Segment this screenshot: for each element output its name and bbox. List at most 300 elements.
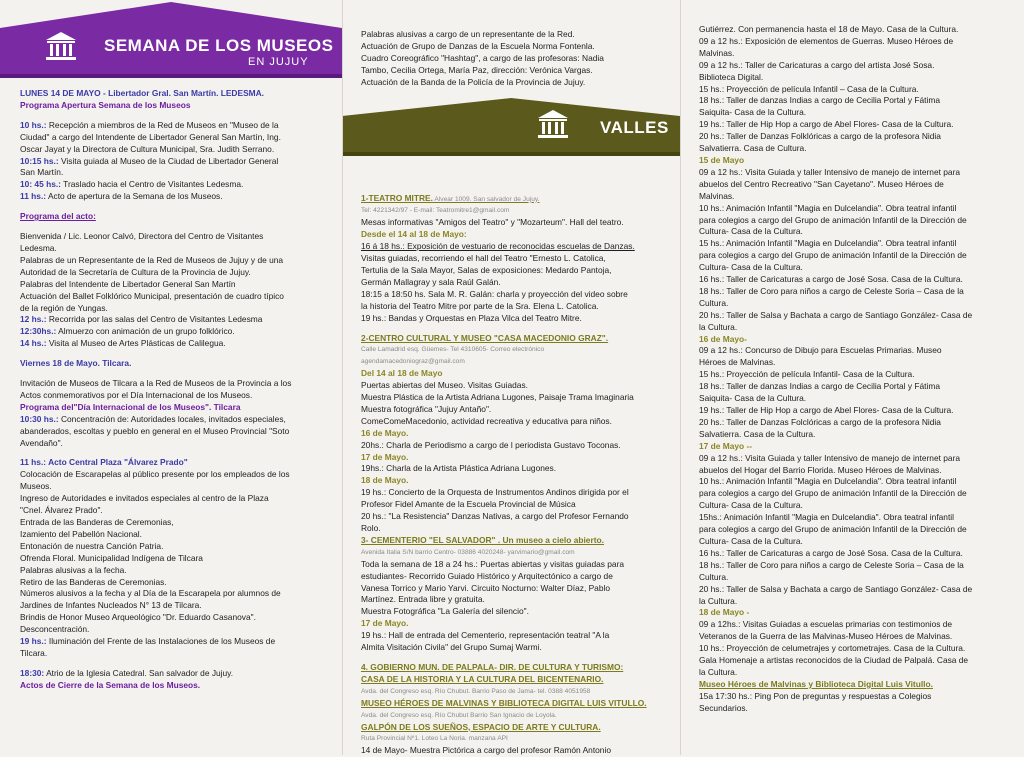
schedule-line xyxy=(699,453,1014,465)
schedule-line xyxy=(699,536,1014,548)
schedule-line xyxy=(699,167,1014,179)
schedule-line xyxy=(20,303,328,315)
schedule-line xyxy=(699,441,1014,453)
schedule-line xyxy=(20,191,328,203)
spacer xyxy=(20,449,328,457)
schedule-line xyxy=(699,679,1014,691)
schedule-line xyxy=(20,338,328,350)
line-text: abuelos del Hogar del Barrio Florida. Museo Héroes de Malvinas. xyxy=(699,464,942,475)
schedule-line xyxy=(361,65,670,77)
line-text: Almita Visitación Civila" del Grupo Sumaj Warmi. xyxy=(361,642,542,653)
schedule-line xyxy=(699,619,1014,631)
schedule-line xyxy=(699,548,1014,560)
line-text: 10 hs.: Animación Infantil "Magia en Dulcelandia". Obra teatral infantil xyxy=(699,476,957,487)
line-text: la Cultura. xyxy=(699,321,738,332)
schedule-line xyxy=(20,120,328,132)
schedule-line xyxy=(20,231,328,243)
schedule-line xyxy=(361,193,670,206)
schedule-line xyxy=(20,636,328,648)
line-text: 09 a 12 hs.: Visita Guiada y taller Intensivo de manejo de internet para xyxy=(699,452,961,463)
line-text: Iluminación del Frente de las Instalaciones de los Museos de xyxy=(46,636,276,647)
line-text: 17 de Mayo -- xyxy=(699,440,753,451)
schedule-line xyxy=(699,393,1014,405)
schedule-line xyxy=(361,77,670,89)
schedule-line xyxy=(361,313,670,325)
middle-column-schedule xyxy=(342,0,680,755)
line-text: 20hs.: Charla de Periodismo a cargo de l periodista Gustavo Toconas. xyxy=(361,439,621,450)
line-text: Cultura- Casa de la Cultura. xyxy=(699,535,803,546)
line-text: 09 a 12 hs.: Taller de Caricaturas a cargo del artista José Sosa. xyxy=(699,59,935,70)
schedule-line xyxy=(699,131,1014,143)
line-text: Toda la semana de 18 a 24 hs.: Puertas abiertas y visitas guiadas para xyxy=(361,558,625,569)
line-text: Ledesma. xyxy=(20,242,57,253)
line-text: para colegios a cargo del Grupo de animación Infantil de la Dirección de xyxy=(699,214,967,225)
schedule-line xyxy=(20,426,328,438)
schedule-line xyxy=(361,559,670,571)
line-text: Tertulia de la Sala Mayor, Salas de exposiciones: Medardo Pantoja, xyxy=(361,264,612,275)
schedule-line xyxy=(20,179,328,191)
line-text: agendamacedoniograz@gmail.com xyxy=(361,358,465,366)
spacer xyxy=(20,112,328,120)
schedule-line xyxy=(699,48,1014,60)
line-text: Avda. del Congreso esq. Río Chubut. Barrio Paso de Jama- tel. 0388 4051958 xyxy=(361,687,591,695)
line-text: Biblioteca Digital. xyxy=(699,71,764,82)
schedule-line xyxy=(20,211,328,223)
line-text: Programa del"Día Internacional de los Museos". Tilcara xyxy=(20,401,241,412)
schedule-line xyxy=(20,390,328,402)
line-text: 11 hs.: Acto Central Plaza "Álvarez Prado" xyxy=(20,457,188,468)
line-text: Almuerzo con animación de un grupo folklórico. xyxy=(56,326,235,337)
line-text: 18 hs.: Taller de Coro para niños a cargo de Celeste Soria – Casa de la xyxy=(699,559,964,570)
line-text: 15 de Mayo xyxy=(699,154,745,165)
schedule-line xyxy=(20,156,328,168)
schedule-line xyxy=(361,511,670,523)
line-text: abuelos del Centro Recreativo "San Cayetano". Museo Héroes de xyxy=(699,178,944,189)
schedule-line xyxy=(699,345,1014,357)
schedule-line xyxy=(699,476,1014,488)
schedule-line xyxy=(361,205,670,217)
line-text: Palabras alusivas a cargo de un representante de la Red. xyxy=(361,29,575,39)
schedule-line xyxy=(699,322,1014,334)
line-text: Programa Apertura Semana de los Museos xyxy=(20,99,191,110)
schedule-line xyxy=(20,553,328,565)
line-text: Ruta Provincial Nº1. Loteo La Noria. manzana API xyxy=(361,735,508,743)
schedule-line xyxy=(361,392,670,404)
line-text: Brindis de Honor Museo Arqueológico "Dr. Eduardo Casanova". xyxy=(20,612,256,623)
schedule-line xyxy=(699,95,1014,107)
schedule-line xyxy=(699,191,1014,203)
schedule-line xyxy=(361,265,670,277)
time-label: 10:15 hs.: xyxy=(20,155,59,166)
spacer xyxy=(20,203,328,211)
line-text: 09 a 12 hs.: Exposición de elementos de Guerras. Museo Héroes de xyxy=(699,35,954,46)
schedule-line xyxy=(361,618,670,630)
schedule-line xyxy=(361,428,670,440)
line-text: Martínez. Entrada libre y gratuita. xyxy=(361,594,485,605)
schedule-line xyxy=(361,301,670,313)
line-text: 19 hs.: Hall de entrada del Cementerio, representación teatral "A la xyxy=(361,630,610,641)
line-text: 19 hs.: Bandas y Orquestas en Plaza Vilca del Teatro Mitre. xyxy=(361,312,582,323)
line-text: Héroes de Malvinas. xyxy=(699,357,776,368)
line-text: Entonación de nuestra Canción Patria. xyxy=(20,540,164,551)
line-text: GALPÓN DE LOS SUEÑOS, ESPACIO DE ARTE Y CULTURA. xyxy=(361,721,601,732)
schedule-line xyxy=(361,380,670,392)
line-text: Cultura. xyxy=(699,571,729,582)
time-label: 14 hs.: xyxy=(20,338,47,349)
line-text: 20 hs.: "La Resistencia" Danzas Nativas, a cargo del Profesor Fernando xyxy=(361,511,629,522)
line-text: Malvinas. xyxy=(699,47,735,58)
schedule-line xyxy=(361,686,670,698)
schedule-line xyxy=(20,469,328,481)
schedule-line xyxy=(20,358,328,370)
line-text: 15 hs.: Animación Infantil "Magia en Dulcelandia". Obra teatral infantil xyxy=(699,238,957,249)
line-text: Desconcentración. xyxy=(20,624,90,635)
schedule-line xyxy=(361,356,670,368)
line-text: 10 hs.: Proyección de celumetrajes y cortometrajes. Casa de la Cultura. xyxy=(699,643,966,654)
schedule-line xyxy=(20,493,328,505)
schedule-lines-valles xyxy=(361,193,670,757)
line-text: Invitación de Museos de Tilcara a la Red de Museos de la Provincia a los xyxy=(20,378,292,389)
line-text: 16 hs.: Taller de Caricaturas a cargo de José Sosa. Casa de la Cultura. xyxy=(699,274,963,285)
line-text: Gutiérrez. Con permanencia hasta el 18 de Mayo. Casa de la Cultura. xyxy=(699,24,959,34)
line-text: 19 hs.: Taller de Hip Hop a cargo de Abel Flores- Casa de la Cultura. xyxy=(699,405,954,415)
line-text: 20 hs.: Taller de Danzas Folclóricas a cargo de la profesora Nidia xyxy=(699,416,941,427)
schedule-line xyxy=(361,475,670,487)
line-text: 14 de Mayo- Muestra Pictórica a cargo del profesor Ramón Antonio xyxy=(361,745,611,756)
line-text: "Cnel. Álvarez Prado". xyxy=(20,505,103,516)
schedule-line xyxy=(20,612,328,624)
schedule-line xyxy=(20,279,328,291)
line-text: Acto de apertura de la Semana de los Museos. xyxy=(46,191,223,202)
schedule-line xyxy=(20,577,328,589)
schedule-line xyxy=(699,381,1014,393)
line-text: CASA DE LA HISTORIA Y LA CULTURA DEL BICENTENARIO. xyxy=(361,673,604,684)
schedule-line xyxy=(361,29,670,41)
line-text: Recorrida por las salas del Centro de Visitantes Ledesma xyxy=(46,314,263,325)
schedule-line xyxy=(20,481,328,493)
line-text: Visitas guiadas, recorriendo el hall del Teatro "Ernesto L. Catolica, xyxy=(361,253,606,264)
banner-title: SEMANA DE LOS MUSEOS xyxy=(104,36,334,55)
line-text: Calle Lamadrid esq. Güemes- Tel 4310605- Correo electrónico xyxy=(361,346,545,354)
schedule-line xyxy=(361,535,670,547)
line-text: Cultura- Casa de la Cultura. xyxy=(699,500,803,511)
line-text: Retiro de las Banderas de Ceremonias. xyxy=(20,576,167,587)
line-text: para colegios a cargo del Grupo de animación Infantil de la Dirección de xyxy=(699,488,967,499)
schedule-line xyxy=(699,667,1014,679)
schedule-line xyxy=(20,100,328,112)
schedule-line xyxy=(20,267,328,279)
line-text: Museos. xyxy=(20,481,52,492)
line-text: 15hs.: Animación Infantil "Magia en Dulcelandia". Obra teatral infantil xyxy=(699,512,955,523)
schedule-line xyxy=(361,487,670,499)
line-text: 18 de Mayo. xyxy=(361,475,409,486)
schedule-line xyxy=(361,523,670,535)
schedule-line xyxy=(361,253,670,265)
spacer xyxy=(361,654,670,662)
line-text: Números alusivos a la fecha y al Día de la Escarapela por alumnos de xyxy=(20,588,281,599)
schedule-line xyxy=(361,583,670,595)
schedule-lines-top xyxy=(361,29,670,89)
schedule-line xyxy=(699,703,1014,715)
line-text: Avendaño". xyxy=(20,437,63,448)
schedule-line xyxy=(699,215,1014,227)
time-label: 12 hs.: xyxy=(20,314,47,325)
line-text: Germán Mallagray y sala Raúl Galán. xyxy=(361,276,501,287)
schedule-line xyxy=(699,607,1014,619)
schedule-line xyxy=(361,662,670,674)
line-text: Tel: 4221342/97 - E-mail: Teatromitre1@gmail.com xyxy=(361,207,510,215)
left-column-schedule xyxy=(0,0,342,755)
time-label: 10: 45 hs.: xyxy=(20,179,61,190)
schedule-line xyxy=(361,547,670,559)
line-text: 16 hs.: Taller de Caricaturas a cargo de José Sosa. Casa de la Cultura. xyxy=(699,547,963,558)
line-text: Tambo, Cecilia Ortega, María Paz, dirección: Verónica Vargas. xyxy=(361,64,593,75)
line-text: 19 hs.: Taller de Hip Hop a cargo de Abel Flores- Casa de la Cultura. xyxy=(699,119,954,130)
line-text: 18 hs.: Taller de Coro para niños a cargo de Celeste Soria – Casa de la xyxy=(699,285,964,296)
line-text: 17 de Mayo. xyxy=(361,618,409,629)
line-text: Atrio de la Iglesia Catedral. San salvador de Jujuy. xyxy=(44,667,234,678)
line-text: 19 hs.: Concierto de la Orquesta de Instrumentos Andinos dirigida por el xyxy=(361,487,629,498)
line-text: Actos conmemorativos por el Día Internacional de los Museos. xyxy=(20,389,253,400)
spacer xyxy=(20,223,328,231)
schedule-line xyxy=(361,463,670,475)
schedule-line xyxy=(361,368,670,380)
line-text: Avda. del Congreso esq. Río Chubut Barrio San Ignacio de Loyola. xyxy=(361,711,557,719)
schedule-line xyxy=(20,438,328,450)
line-text: 2-CENTRO CULTURAL Y MUSEO "CASA MACEDONIO GRAZ". xyxy=(361,332,609,343)
schedule-line xyxy=(361,277,670,289)
line-text: 09 a 12 hs.: Visita Guiada y taller Intensivo de manejo de internet para xyxy=(699,166,961,177)
schedule-line xyxy=(699,584,1014,596)
line-text: 18 de Mayo - xyxy=(699,607,750,618)
line-text: Desde el 14 al 18 de Mayo: xyxy=(361,229,467,240)
time-label: 11 hs.: xyxy=(20,191,47,202)
schedule-line xyxy=(699,24,1014,36)
line-text: Gala Homenaje a artistas reconocidos de la Ciudad de Palpalá. Casa de xyxy=(699,655,969,666)
schedule-line xyxy=(361,745,670,757)
line-text: Muestra Fotográfica "La Galería del silencio". xyxy=(361,606,529,617)
line-text: 20 hs.: Taller de Salsa y Bachata a cargo de Santiago González- Casa de xyxy=(699,583,973,594)
line-text: 20 hs.: Taller de Danzas Folklóricas a cargo de la profesora Nidia xyxy=(699,131,941,142)
schedule-line xyxy=(699,429,1014,441)
line-text: Ciudad" a cargo del Intendente de Libertador General San Martín, Ing. xyxy=(20,131,281,142)
schedule-line xyxy=(20,648,328,660)
line-text: MUSEO HÉROES DE MALVINAS Y BIBLIOTECA DIGITAL LUIS VITULLO. xyxy=(361,697,647,708)
line-text: 20 hs.: Taller de Salsa y Bachata a cargo de Santiago González- Casa de xyxy=(699,309,973,320)
schedule-line xyxy=(20,517,328,529)
line-text: Vanesa Torrico y Mario Yarvi. Circuito Nocturno: Walter Díaz, Pablo xyxy=(361,582,611,593)
schedule-line xyxy=(699,274,1014,286)
schedule-line xyxy=(361,416,670,428)
schedule-line xyxy=(20,326,328,338)
line-text: Cultura- Casa de la Cultura. xyxy=(699,262,803,273)
line-text: 15 hs.: Proyección de película Infantil- Casa de la Cultura. xyxy=(699,369,915,380)
schedule-line xyxy=(361,674,670,686)
schedule-line xyxy=(361,630,670,642)
schedule-line xyxy=(699,310,1014,322)
time-label: 18:30: xyxy=(20,667,45,678)
schedule-line xyxy=(699,143,1014,155)
schedule-line xyxy=(20,291,328,303)
schedule-line xyxy=(361,344,670,356)
schedule-line xyxy=(699,655,1014,667)
schedule-line xyxy=(20,505,328,517)
schedule-lines xyxy=(699,24,1014,715)
line-text: Concentración de: Autoridades locales, invitados especiales, xyxy=(58,413,286,424)
schedule-line xyxy=(699,238,1014,250)
line-text: 1-TEATRO MITRE. xyxy=(361,192,433,203)
line-text: Saiquita- Casa de la Cultura. xyxy=(699,393,807,404)
schedule-line xyxy=(361,440,670,452)
schedule-line xyxy=(20,243,328,255)
schedule-line xyxy=(699,107,1014,119)
schedule-line xyxy=(361,452,670,464)
spacer xyxy=(20,370,328,378)
line-text: Muestra fotográfica "Jujuy Antaño". xyxy=(361,403,492,414)
line-text: Bienvenida / Lic. Leonor Calvó, Directora del Centro de Visitantes xyxy=(20,231,264,242)
address-text: Alvear 1009. San salvador de Jujuy. xyxy=(432,195,540,203)
schedule-line xyxy=(361,229,670,241)
line-text: Actuación de la Banda de la Policía de la Provincia de Jujuy. xyxy=(361,76,586,87)
schedule-line xyxy=(699,84,1014,96)
line-text: de la región de Yungas. xyxy=(20,302,108,313)
line-text: Tilcara. xyxy=(20,647,48,658)
line-text: la Cultura. xyxy=(699,666,738,677)
line-text: 09 a 12 hs.: Concurso de Dibujo para Escuelas Primarias. Museo xyxy=(699,345,942,356)
schedule-line xyxy=(361,642,670,654)
schedule-line xyxy=(20,680,328,692)
line-text: Oscar Jayat y la Directora de Cultura Municipal, Sra. Judith Serrano. xyxy=(20,143,275,154)
line-text: Recepción a miembros de la Red de Museos en "Museo de la xyxy=(46,119,279,130)
banner-subtitle: EN JUJUY xyxy=(248,56,309,68)
line-text: Ofrenda Floral. Municipalidad Indígena de Tilcara xyxy=(20,552,203,563)
schedule-line xyxy=(361,594,670,606)
schedule-line xyxy=(20,588,328,600)
line-text: Profesor Fidel Amante de la Escuela Provincial de Música xyxy=(361,499,576,510)
line-text: Viernes 18 de Mayo. Tilcara. xyxy=(20,358,132,369)
line-text: 3- CEMENTERIO "EL SALVADOR" . Un museo a cielo abierto. xyxy=(361,534,604,545)
schedule-line xyxy=(20,314,328,326)
time-label: 10 hs.: xyxy=(20,119,47,130)
line-text: Saiquita- Casa de la Cultura. xyxy=(699,107,807,118)
time-label: 10:30 hs.: xyxy=(20,413,59,424)
schedule-line xyxy=(699,72,1014,84)
line-text: Jardines de Infantes Nucleados N° 13 de Tilcara. xyxy=(20,600,202,611)
line-text: Del 14 al 18 de Mayo xyxy=(361,368,443,379)
schedule-line xyxy=(20,600,328,612)
line-text: Traslado hacia el Centro de Visitantes Ledesma. xyxy=(60,179,244,190)
line-text: Salvatierra. Casa de la Cultura. xyxy=(699,428,816,439)
line-text: Autoridad de la Secretaría de Cultura de la Provincia de Jujuy. xyxy=(20,266,251,277)
schedule-line xyxy=(699,488,1014,500)
schedule-line xyxy=(20,88,328,100)
line-text: Colocación de Escarapelas al público presente por los empleados de los xyxy=(20,469,290,480)
line-text: Palabras alusivas a la fecha. xyxy=(20,564,127,575)
schedule-line xyxy=(361,733,670,745)
schedule-line xyxy=(20,255,328,267)
schedule-line xyxy=(699,405,1014,417)
schedule-line xyxy=(361,404,670,416)
line-text: la historia del Teatro Mitre por parte de la Sra. Elena L. Catolica. xyxy=(361,300,599,311)
line-text: Cuadro Coreográfico "Hashtag", a cargo de las profesoras: Nadia xyxy=(361,52,604,63)
schedule-line xyxy=(361,41,670,53)
schedule-line xyxy=(20,457,328,469)
line-text: Secundarios. xyxy=(699,702,748,713)
line-text: Puertas abiertas del Museo. Visitas Guiadas. xyxy=(361,380,528,391)
right-column-schedule xyxy=(680,0,1024,755)
line-text: Ingreso de Autoridades e invitados especiales al centro de la Plaza xyxy=(20,493,269,504)
line-text: Actuación de Grupo de Danzas de la Escuela Norma Fontenla. xyxy=(361,40,595,51)
schedule-line xyxy=(20,402,328,414)
line-text: San Martín. xyxy=(20,167,64,178)
schedule-line xyxy=(699,643,1014,655)
schedule-line xyxy=(361,710,670,722)
line-text: Cultura. xyxy=(699,297,729,308)
schedule-line xyxy=(699,596,1014,608)
spacer xyxy=(361,325,670,333)
line-text: Muestra Plástica de la Artista Adriana Lugones, Paisaje Trama Imaginaria xyxy=(361,392,634,403)
line-text: para colegios a cargo del Grupo de animación Infantil de la Dirección de xyxy=(699,524,967,535)
line-text: Cultura- Casa de la Cultura. xyxy=(699,226,803,237)
schedule-line xyxy=(20,541,328,553)
schedule-line xyxy=(20,529,328,541)
line-text: 4. GOBIERNO MUN. DE PALPALA- DIR. DE CULTURA Y TURISMO: xyxy=(361,661,624,672)
schedule-line xyxy=(699,631,1014,643)
line-text: Mesas informativas "Amigos del Teatro" y "Mozarteum". Hall del teatro. xyxy=(361,217,624,228)
schedule-line xyxy=(699,691,1014,703)
line-text: Veteranos de la Guerra de las Malvinas-Museo Héroes de Malvinas. xyxy=(699,631,953,642)
schedule-line xyxy=(699,417,1014,429)
schedule-line xyxy=(699,500,1014,512)
schedule-line xyxy=(699,226,1014,238)
schedule-line xyxy=(699,369,1014,381)
schedule-line xyxy=(699,524,1014,536)
line-text: Museo Héroes de Malvinas y Biblioteca Digital Luis Vitullo. xyxy=(699,678,933,689)
line-text: 17 de Mayo. xyxy=(361,451,409,462)
schedule-line xyxy=(699,155,1014,167)
line-text: Izamiento del Pabellón Nacional. xyxy=(20,528,142,539)
schedule-line xyxy=(699,334,1014,346)
schedule-line xyxy=(699,560,1014,572)
line-text: para colegios a cargo del Grupo de animación Infantil de la Dirección de xyxy=(699,250,967,261)
schedule-line xyxy=(361,722,670,734)
schedule-line xyxy=(20,624,328,636)
schedule-line xyxy=(20,565,328,577)
schedule-line xyxy=(361,499,670,511)
line-text: 16 de Mayo. xyxy=(361,427,409,438)
line-text: 09 a 12hs.: Visitas Guiadas a escuelas primarias con testimonios de xyxy=(699,619,953,630)
line-text: 15a 17:30 hs.: Ping Pon de preguntas y respuestas a Colegios xyxy=(699,690,932,701)
banner-title: VALLES xyxy=(600,118,669,137)
schedule-line xyxy=(20,167,328,179)
line-text: Rolo. xyxy=(361,523,381,533)
schedule-line xyxy=(699,60,1014,72)
line-text: 18 hs.: Taller de danzas Indias a cargo de Cecilia Portal y Fátima xyxy=(699,95,940,106)
line-text: Visita al Museo de Artes Plásticas de Calilegua. xyxy=(46,338,226,349)
line-text: Salvatierra. Casa de Cultura. xyxy=(699,143,807,154)
schedule-line xyxy=(699,512,1014,524)
schedule-line xyxy=(699,179,1014,191)
schedule-line xyxy=(20,144,328,156)
line-text: Actuación del Ballet Folklórico Municipal, presentación de cuadro típico xyxy=(20,290,284,301)
line-text: Palabras de un Representante de la Red de Museos de Jujuy y de una xyxy=(20,254,284,265)
schedule-line xyxy=(699,465,1014,477)
schedule-line xyxy=(699,286,1014,298)
schedule-line xyxy=(361,333,670,345)
schedule-line xyxy=(699,36,1014,48)
spacer xyxy=(20,350,328,358)
line-text: estudiantes- Recorrido Guiado Histórico y Arquitectónico a cargo de xyxy=(361,570,613,581)
